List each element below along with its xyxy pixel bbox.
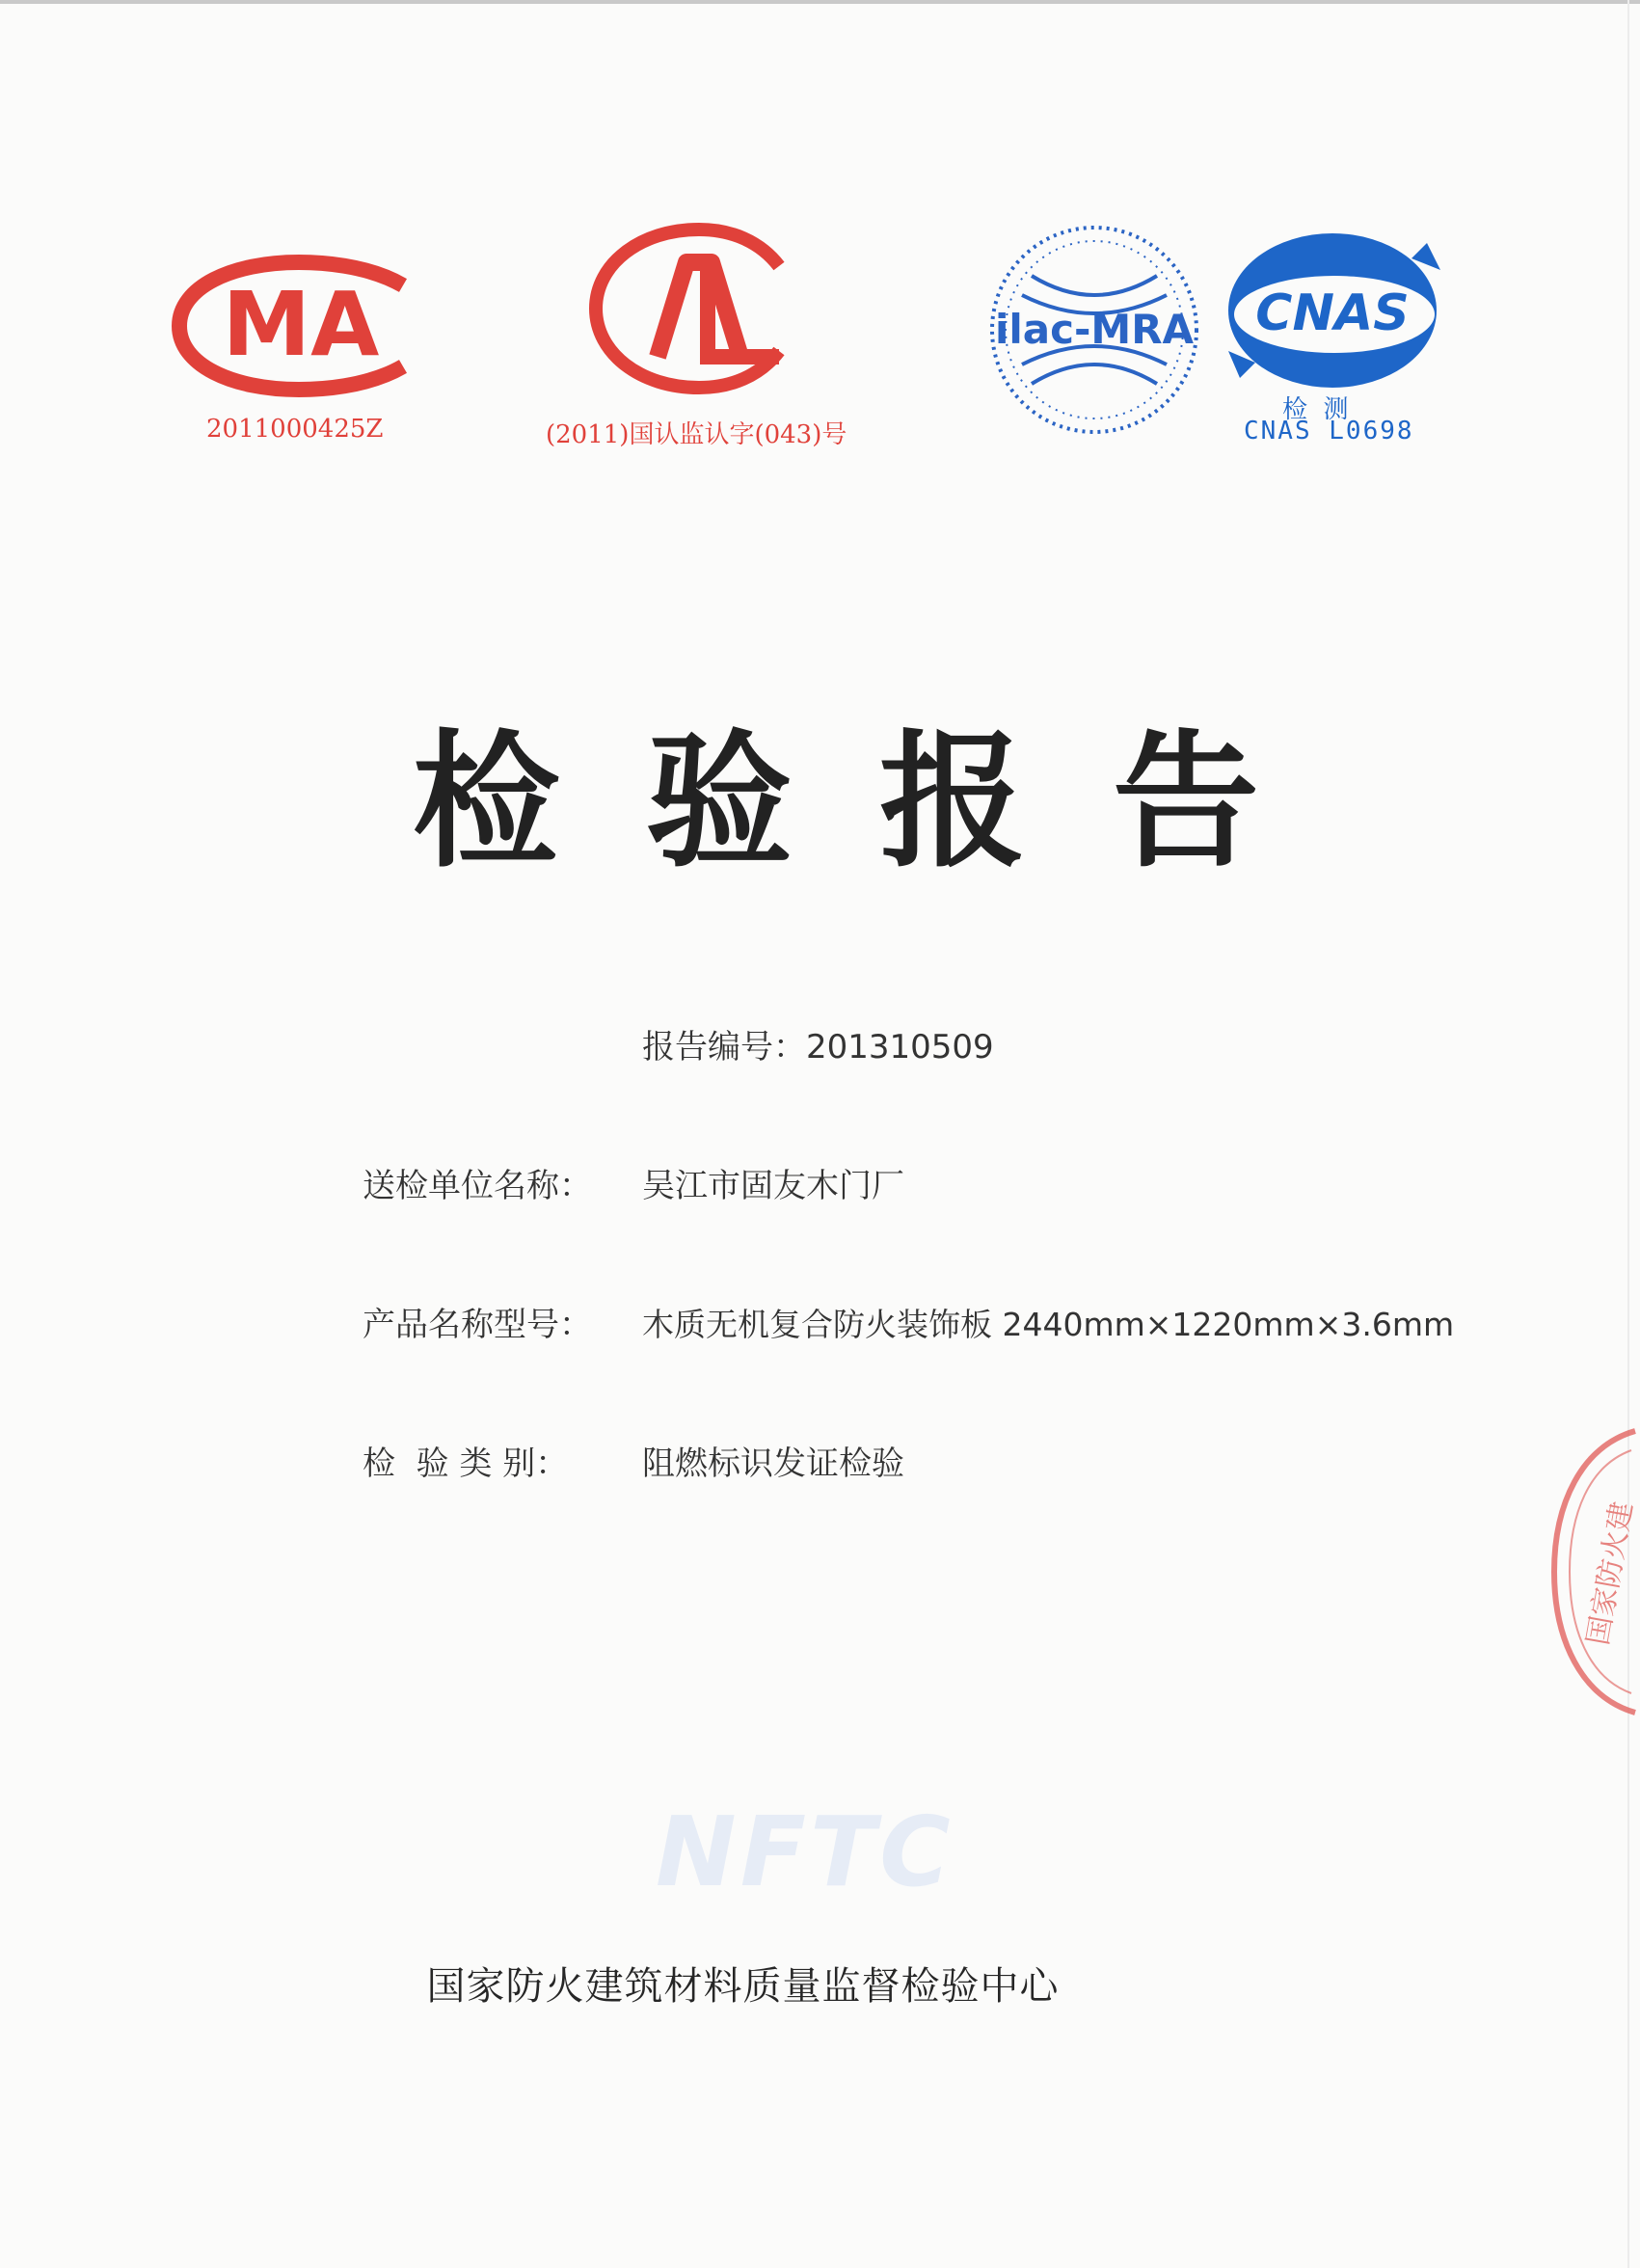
cal-code: (2011)国认监认字(043)号 (546, 420, 847, 449)
client-name (363, 1159, 904, 1206)
report-number-label: 报告编号： (642, 1028, 806, 1066)
product-name (363, 1298, 1454, 1345)
product-name-value: 木质无机复合防火装饰板 2440mm×1220mm×3.6mm (642, 1306, 1455, 1343)
cma-logo-text: MA (222, 273, 380, 376)
official-seal (1543, 1427, 1639, 1720)
product-name-label: 产品名称型号： (363, 1306, 592, 1344)
seal-text: 国家防火建 (1581, 1498, 1639, 1648)
report-number (642, 1020, 994, 1067)
scan-right-border (1627, 0, 1629, 2268)
inspection-type (363, 1437, 904, 1484)
cma-logo (174, 258, 424, 393)
nftc-watermark: NFTC (656, 1796, 954, 1908)
scan-top-border (0, 0, 1640, 4)
cnas-code: CNAS L0698 (1244, 417, 1414, 446)
cnas-text: CNAS (1255, 284, 1410, 342)
cma-code: 2011000425Z (206, 415, 384, 444)
report-title: 检验报告 (413, 716, 1346, 887)
ilac-mra-text: ilac-MRA (994, 306, 1195, 353)
cnas-logo (1221, 226, 1452, 399)
ilac-mra-logo (985, 216, 1203, 444)
inspection-type-value: 阻燃标识发证检验 (642, 1444, 904, 1483)
client-name-label: 送检单位名称： (363, 1167, 592, 1205)
cal-logo (590, 224, 808, 393)
inspection-type-label: 检 验 类 别： (363, 1444, 569, 1483)
cnas-sub: 检 测 (1282, 395, 1349, 424)
issuing-organization: 国家防火建筑材料质量监督检验中心 (426, 1964, 1060, 2009)
report-number-value: 201310509 (806, 1028, 994, 1066)
client-name-value: 吴江市固友木门厂 (642, 1167, 904, 1205)
